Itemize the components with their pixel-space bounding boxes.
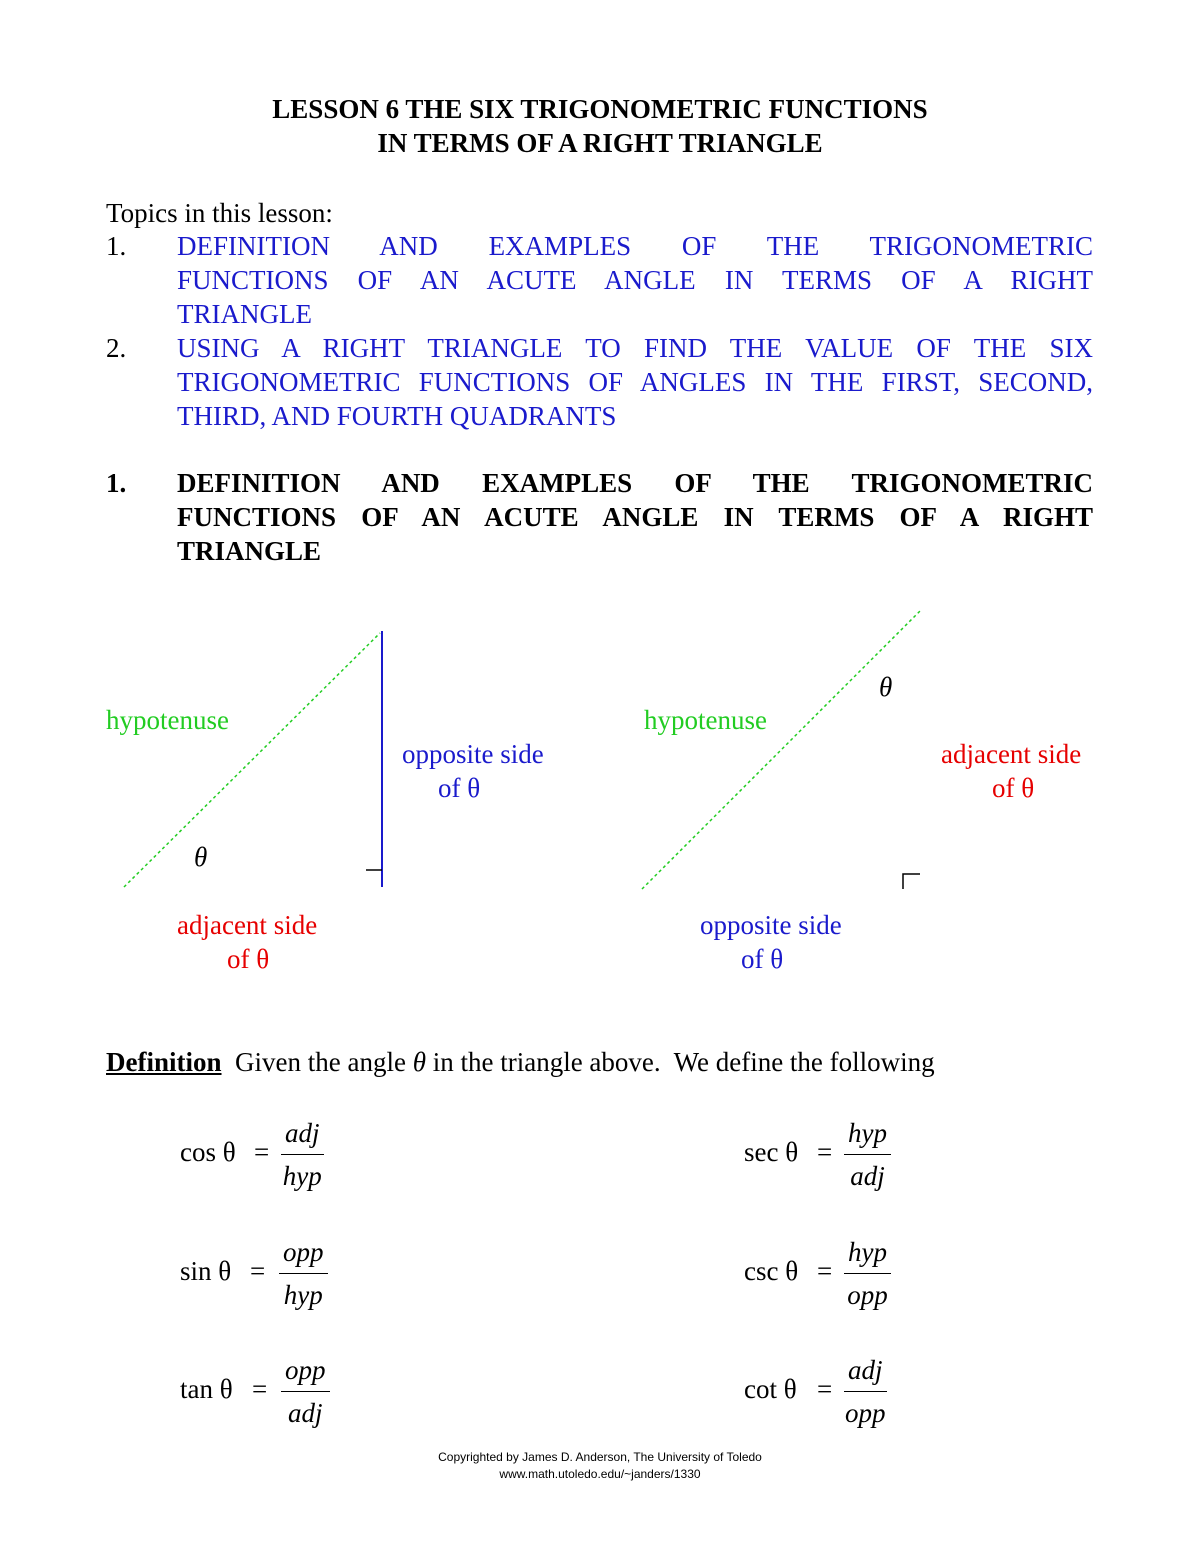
- right-adjacent-label-line2: of θ: [992, 773, 1035, 803]
- topic-2-line-3: THIRD, AND FOURTH QUADRANTS: [177, 401, 617, 431]
- sin-function: sin θ: [180, 1256, 232, 1286]
- left-hypotenuse-label: hypotenuse: [106, 705, 229, 735]
- left-opposite-label-line2: of θ: [438, 773, 481, 803]
- section-heading-line-1: DEFINITION AND EXAMPLES OF THE TRIGONOMETRIC: [177, 468, 1093, 498]
- topic-1-line-1: DEFINITION AND EXAMPLES OF THE TRIGONOMETRIC: [177, 231, 1093, 261]
- section-heading-line-3: TRIANGLE: [177, 536, 322, 566]
- section-number: 1.: [106, 468, 127, 498]
- topic-2-line-1: USING A RIGHT TRIANGLE TO FIND THE VALUE OF THE SIX: [177, 333, 1093, 363]
- sin-numerator: opp: [279, 1233, 328, 1274]
- sec-equals: =: [817, 1137, 833, 1167]
- right-opposite-label-line2: of θ: [741, 944, 784, 974]
- topics-heading: Topics in this lesson:: [106, 198, 333, 228]
- right-hypotenuse-label: hypotenuse: [644, 705, 767, 735]
- sin-fraction: [279, 1233, 328, 1314]
- right-opposite-label-line1: opposite side: [700, 910, 842, 940]
- sin-equals: =: [250, 1256, 266, 1286]
- cot-equals: =: [817, 1374, 833, 1404]
- csc-fraction: [844, 1233, 891, 1314]
- sec-function: sec θ: [744, 1137, 799, 1167]
- topic-number: 2.: [106, 333, 127, 363]
- sec-numerator: hyp: [844, 1114, 891, 1155]
- page-title-line2: IN TERMS OF A RIGHT TRIANGLE: [377, 128, 823, 158]
- sin-denominator: hyp: [283, 1280, 323, 1310]
- cot-fraction: [844, 1351, 887, 1432]
- cos-numerator: adj: [281, 1114, 324, 1155]
- tan-denominator: adj: [287, 1398, 323, 1428]
- sec-fraction: [844, 1114, 891, 1195]
- right-theta-label: θ: [879, 672, 893, 702]
- csc-equals: =: [817, 1256, 833, 1286]
- tan-fraction: [281, 1351, 330, 1432]
- csc-numerator: hyp: [844, 1233, 891, 1274]
- sec-denominator: adj: [850, 1161, 885, 1191]
- footer-url: www.math.utoledo.edu/~janders/1330: [499, 1467, 701, 1481]
- cot-denominator: opp: [845, 1398, 886, 1428]
- definition-text-before: Given the angle: [235, 1047, 413, 1077]
- topic-number: 1.: [106, 231, 127, 261]
- footer-copyright: Copyrighted by James D. Anderson, The University of Toledo: [438, 1450, 762, 1464]
- left-triangle: [124, 631, 382, 887]
- right-hypotenuse-line: [642, 611, 920, 889]
- tan-function: tan θ: [180, 1374, 233, 1404]
- left-hypotenuse-line: [124, 633, 380, 887]
- right-right-angle-mark: [903, 874, 920, 889]
- definition-text-after: in the triangle above. We define the following: [425, 1047, 935, 1077]
- left-theta-label: θ: [194, 842, 208, 872]
- csc-denominator: opp: [847, 1280, 888, 1310]
- topic-1-line-3: TRIANGLE: [177, 299, 312, 329]
- definition-label: Definition: [106, 1047, 222, 1077]
- cos-function: cos θ: [180, 1137, 236, 1167]
- cot-numerator: adj: [844, 1351, 887, 1392]
- right-triangle: [642, 611, 920, 889]
- definition-theta: θ: [412, 1047, 426, 1077]
- left-adjacent-label-line1: adjacent side: [177, 910, 318, 940]
- topic-2-line-2: TRIGONOMETRIC FUNCTIONS OF ANGLES IN THE FIRST, SECOND,: [177, 367, 1093, 397]
- section-heading-line-2: FUNCTIONS OF AN ACUTE ANGLE IN TERMS OF A RIGHT: [177, 502, 1093, 532]
- left-opposite-label-line1: opposite side: [402, 739, 544, 769]
- cot-function: cot θ: [744, 1374, 797, 1404]
- tan-numerator: opp: [281, 1351, 330, 1392]
- page-title-line1: LESSON 6 THE SIX TRIGONOMETRIC FUNCTIONS: [272, 94, 928, 124]
- left-adjacent-label-line2: of θ: [227, 944, 270, 974]
- right-adjacent-label-line1: adjacent side: [941, 739, 1082, 769]
- topic-1-line-2: FUNCTIONS OF AN ACUTE ANGLE IN TERMS OF A RIGHT: [177, 265, 1093, 295]
- cos-denominator: hyp: [282, 1161, 322, 1191]
- cos-equals: =: [254, 1137, 270, 1167]
- csc-function: csc θ: [744, 1256, 799, 1286]
- tan-equals: =: [252, 1374, 268, 1404]
- cos-fraction: [281, 1114, 324, 1195]
- definition-line: [106, 1045, 935, 1079]
